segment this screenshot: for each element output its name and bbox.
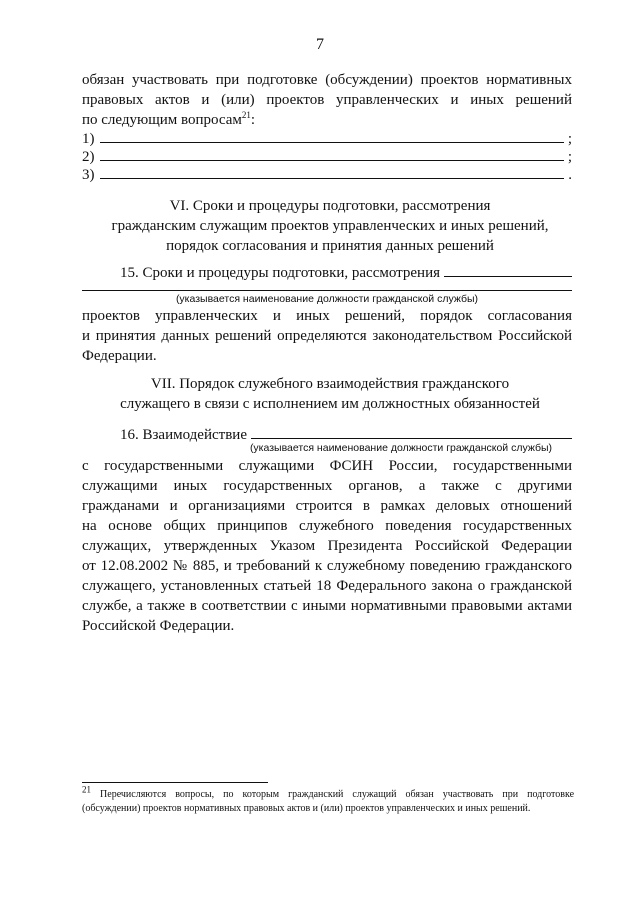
footnote: [82, 784, 575, 816]
section-6-line-2: гражданским служащим проектов управленческих и иных решений,: [111, 218, 549, 234]
item-16-line-8: службе, а также в соответствии с иными нормативными правовыми актами: [82, 598, 572, 614]
item-15-lead-row: [120, 262, 572, 283]
blank-line-rule: [100, 128, 564, 143]
item-16-line-7: служащего, установленных статьей 18 Федерального закона о гражданской: [82, 578, 572, 594]
section-6-heading: [60, 196, 600, 256]
item-15-line-1: проектов управленческих и иных решений, порядок согласования: [82, 308, 572, 324]
item-16-fill-rule: [251, 424, 572, 439]
item-15-caption: (указывается наименование должности гражданской службы): [175, 293, 479, 305]
item-15-line-2: и принятия данных решений определяются законодательством Российской: [82, 328, 572, 344]
item-16-caption: (указывается наименование должности гражданской службы): [249, 442, 553, 454]
footnote-line-1: [82, 784, 575, 802]
footnote-separator: [82, 782, 268, 783]
footnote-line-1-text: Перечисляются вопросы, по которым гражданский служащий обязан участвовать при подготовке: [100, 789, 575, 800]
blank-line-rule: [100, 146, 564, 161]
blank-line-number: 2): [82, 149, 95, 165]
intro-line-3: [82, 110, 572, 130]
footnote-number: 21: [82, 784, 91, 795]
footnote-line-2: (обсуждении) проектов нормативных правовых актов и (или) проектов управленческих и иных решений.: [82, 803, 531, 814]
item-16-line-4: на основе общих принципов служебного поведения государственных: [82, 518, 572, 534]
section-7-heading: [60, 374, 600, 414]
intro-paragraph: [82, 70, 572, 130]
footnote-ref: 21: [241, 110, 251, 120]
item-16-line-5: служащих, утвержденных Указом Президента Российской Федерации: [82, 538, 572, 554]
item-15-position-rule: [82, 290, 572, 291]
blank-line-end: ;: [567, 149, 572, 165]
item-16-line-9: Российской Федерации.: [82, 618, 235, 634]
section-6-line-1: VI. Сроки и процедуры подготовки, рассмотрения: [169, 198, 491, 214]
item-16-line-2: служащими иных государственных органов, а также с другими: [82, 478, 572, 494]
blank-line-rule: [100, 164, 564, 179]
intro-line-3-text: по следующим вопросам: [82, 112, 242, 128]
item-16-lead: 16. Взаимодействие: [120, 427, 247, 443]
blank-line-3: [82, 164, 572, 185]
section-7-line-2: служащего в связи с исполнением им должностных обязанностей: [120, 396, 540, 412]
page-number: 7: [316, 36, 324, 53]
blank-line-number: 1): [82, 131, 95, 147]
section-7-line-1: VII. Порядок служебного взаимодействия гражданского: [150, 376, 510, 392]
blank-line-end: ;: [567, 131, 572, 147]
item-16-line-3: гражданами и организациями строится в рамках деловых отношений: [82, 498, 572, 514]
intro-line-2: правовых актов и (или) проектов управленческих и иных решений: [82, 92, 572, 108]
item-15-paragraph: [82, 306, 572, 366]
item-15-lead: 15. Сроки и процедуры подготовки, рассмотрения: [120, 265, 441, 281]
item-16-line-6: от 12.08.2002 № 885, и требований к служебному поведению гражданского: [82, 558, 572, 574]
item-15-line-3: Федерации.: [82, 348, 157, 364]
item-16-paragraph: [82, 456, 572, 636]
item-15-fill-rule: [444, 262, 572, 277]
blank-line-end: .: [568, 167, 572, 183]
item-16-line-1: с государственными служащими ФСИН России, государственными: [82, 458, 572, 474]
intro-line-1: обязан участвовать при подготовке (обсуждении) проектов нормативных: [82, 72, 572, 88]
blank-line-number: 3): [82, 167, 95, 183]
intro-colon: :: [250, 112, 256, 128]
section-6-line-3: порядок согласования и принятия данных решений: [166, 238, 494, 254]
